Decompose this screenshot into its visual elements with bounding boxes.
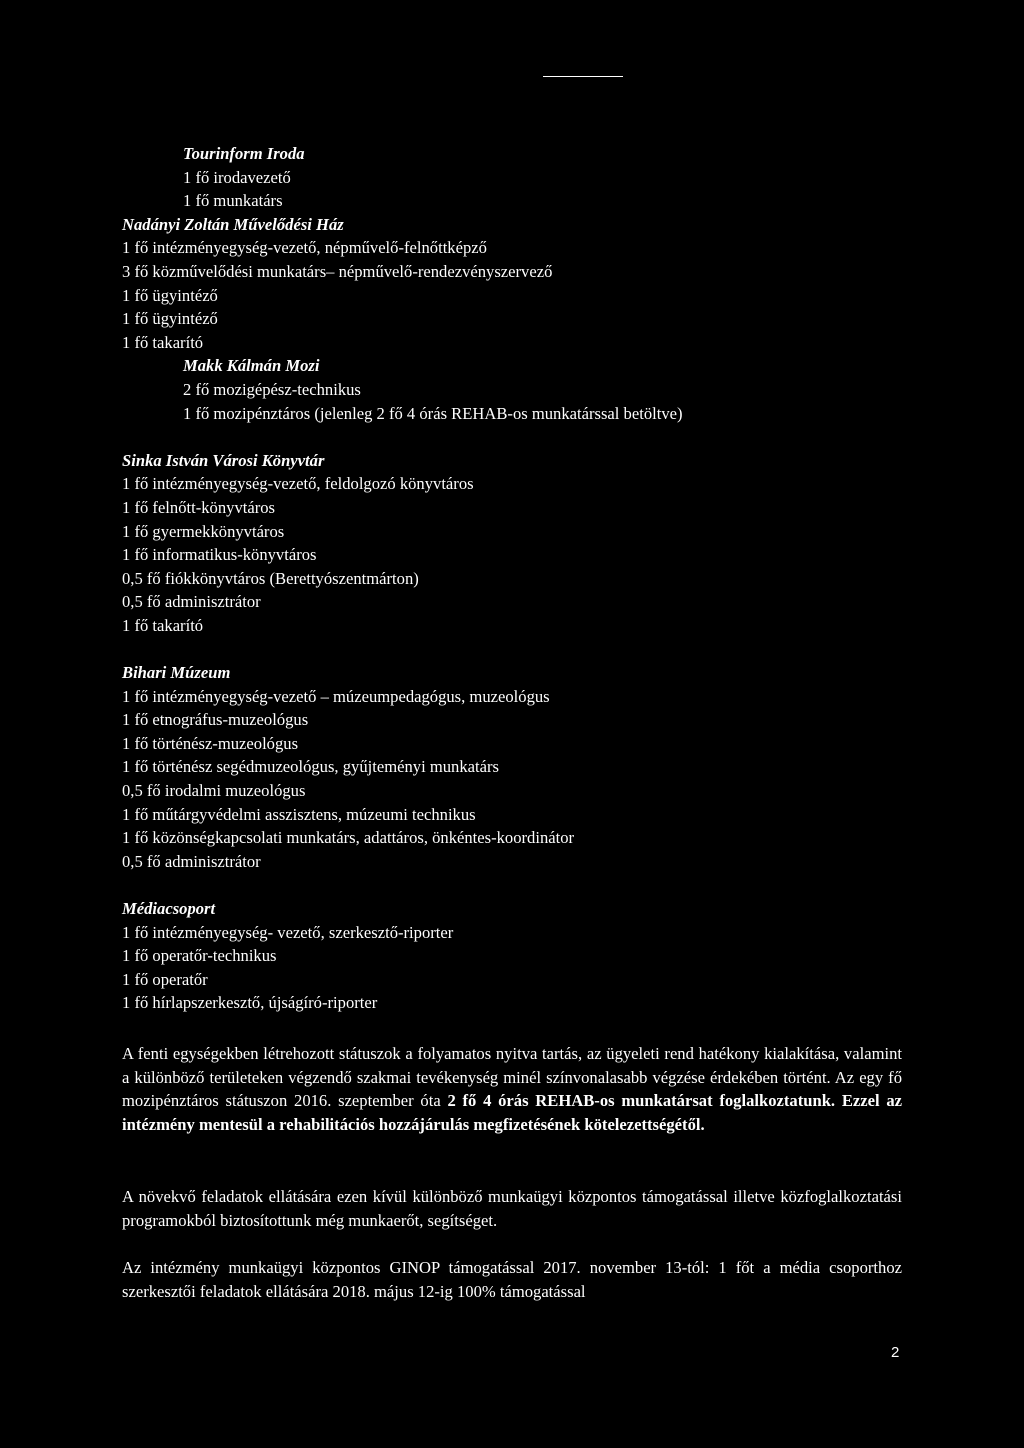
section-heading-makk: Makk Kálmán Mozi: [183, 356, 320, 376]
staff-line: 1 fő operatőr-technikus: [122, 946, 277, 966]
staff-line: 1 fő munkatárs: [183, 191, 283, 211]
staff-line: 0,5 fő irodalmi muzeológus: [122, 781, 306, 801]
paragraph-bold-text: 2 fő 4 órás REHAB-os munkatársat foglalkoztatunk. Ezzel az intézmény mentesül a rehabilitációs hozzájárulás megfizetésének kötelezettségétől.: [122, 1091, 903, 1134]
staff-line: 1 fő etnográfus-muzeológus: [122, 710, 309, 730]
section-heading-sinka: Sinka István Városi Könyvtár: [122, 450, 325, 470]
paragraph-ginop: Az intézmény munkaügyi központos GINOP támogatással 2017. november 13-tól: 1 főt a média csoporthoz szerkesztői feladatok ellátására 2018. május 12-ig 100% támogatással: [122, 1258, 902, 1301]
staff-line: 1 fő közönségkapcsolati munkatárs, adattáros, önkéntes-koordinátor: [122, 828, 575, 848]
staff-line: 3 fő közművelődési munkatárs– népművelő-rendezvényszervező: [122, 261, 553, 281]
staff-list: [122, 142, 683, 1015]
staff-line: 1 fő mozipénztáros (jelenleg 2 fő 4 órás REHAB-os munkatárssal betöltve): [183, 403, 683, 423]
staff-line: 2 fő mozigépész-technikus: [183, 379, 361, 399]
staff-line: 0,5 fő fiókkönyvtáros (Berettyószentmárton): [122, 568, 419, 588]
staff-line: 1 fő intézményegység- vezető, szerkesztő-riporter: [122, 922, 454, 942]
staff-line: 1 fő ügyintéző: [122, 309, 218, 329]
staff-line: 1 fő takarító: [122, 332, 204, 352]
staff-line: 1 fő informatikus-könyvtáros: [122, 545, 317, 565]
section-heading-nadanyi: Nadányi Zoltán Művelődési Ház: [122, 214, 344, 234]
section-heading-tourinform: Tourinform Iroda: [183, 144, 305, 163]
paragraph-statuses: [122, 1042, 902, 1136]
staff-line: 1 fő intézményegység-vezető, feldolgozó könyvtáros: [122, 474, 474, 494]
paragraph-text: A fenti egységekben létrehozott státuszok a folyamatos nyitva tartás, az ügyeleti rend hatékony kialakítása, valamint a különböző területeken végzendő szakmai tevékenység minél színvonalasabb végzése érdekében történt. Az egy fő mozipénztáros státuszon 2016. szeptember óta: [122, 1044, 902, 1111]
paragraph-workforce: A növekvő feladatok ellátására ezen kívül különböző munkaügyi központos támogatással illetve közfoglalkoztatási programokból biztosítottunk még munkaerőt, segítséget.: [122, 1187, 902, 1230]
staff-line: 1 fő operatőr: [122, 969, 208, 989]
staff-line: 1 fő ügyintéző: [122, 285, 218, 305]
staff-line: 1 fő irodavezető: [183, 167, 291, 187]
staff-line: 1 fő gyermekkönyvtáros: [122, 521, 285, 541]
staff-line: 0,5 fő adminisztrátor: [122, 592, 261, 612]
staff-line: 1 fő történész-muzeológus: [122, 733, 299, 753]
page-number: 2: [891, 1344, 900, 1361]
staff-line: 0,5 fő adminisztrátor: [122, 851, 261, 871]
section-heading-media: Médiacsoport: [122, 899, 216, 918]
staff-line: 1 fő intézményegység-vezető, népművelő-felnőttképző: [122, 238, 487, 258]
section-heading-bihari: Bihari Múzeum: [122, 663, 231, 683]
staff-line: 1 fő intézményegység-vezető – múzeumpedagógus, muzeológus: [122, 686, 550, 706]
staff-line: 1 fő takarító: [122, 615, 204, 635]
staff-line: 1 fő műtárgyvédelmi asszisztens, múzeumi technikus: [122, 804, 476, 824]
staff-line: 1 fő hírlapszerkesztő, újságíró-riporter: [122, 993, 378, 1013]
staff-line: 1 fő felnőtt-könyvtáros: [122, 497, 275, 517]
top-rule: [543, 76, 623, 77]
staff-line: 1 fő történész segédmuzeológus, gyűjteményi munkatárs: [122, 757, 499, 777]
